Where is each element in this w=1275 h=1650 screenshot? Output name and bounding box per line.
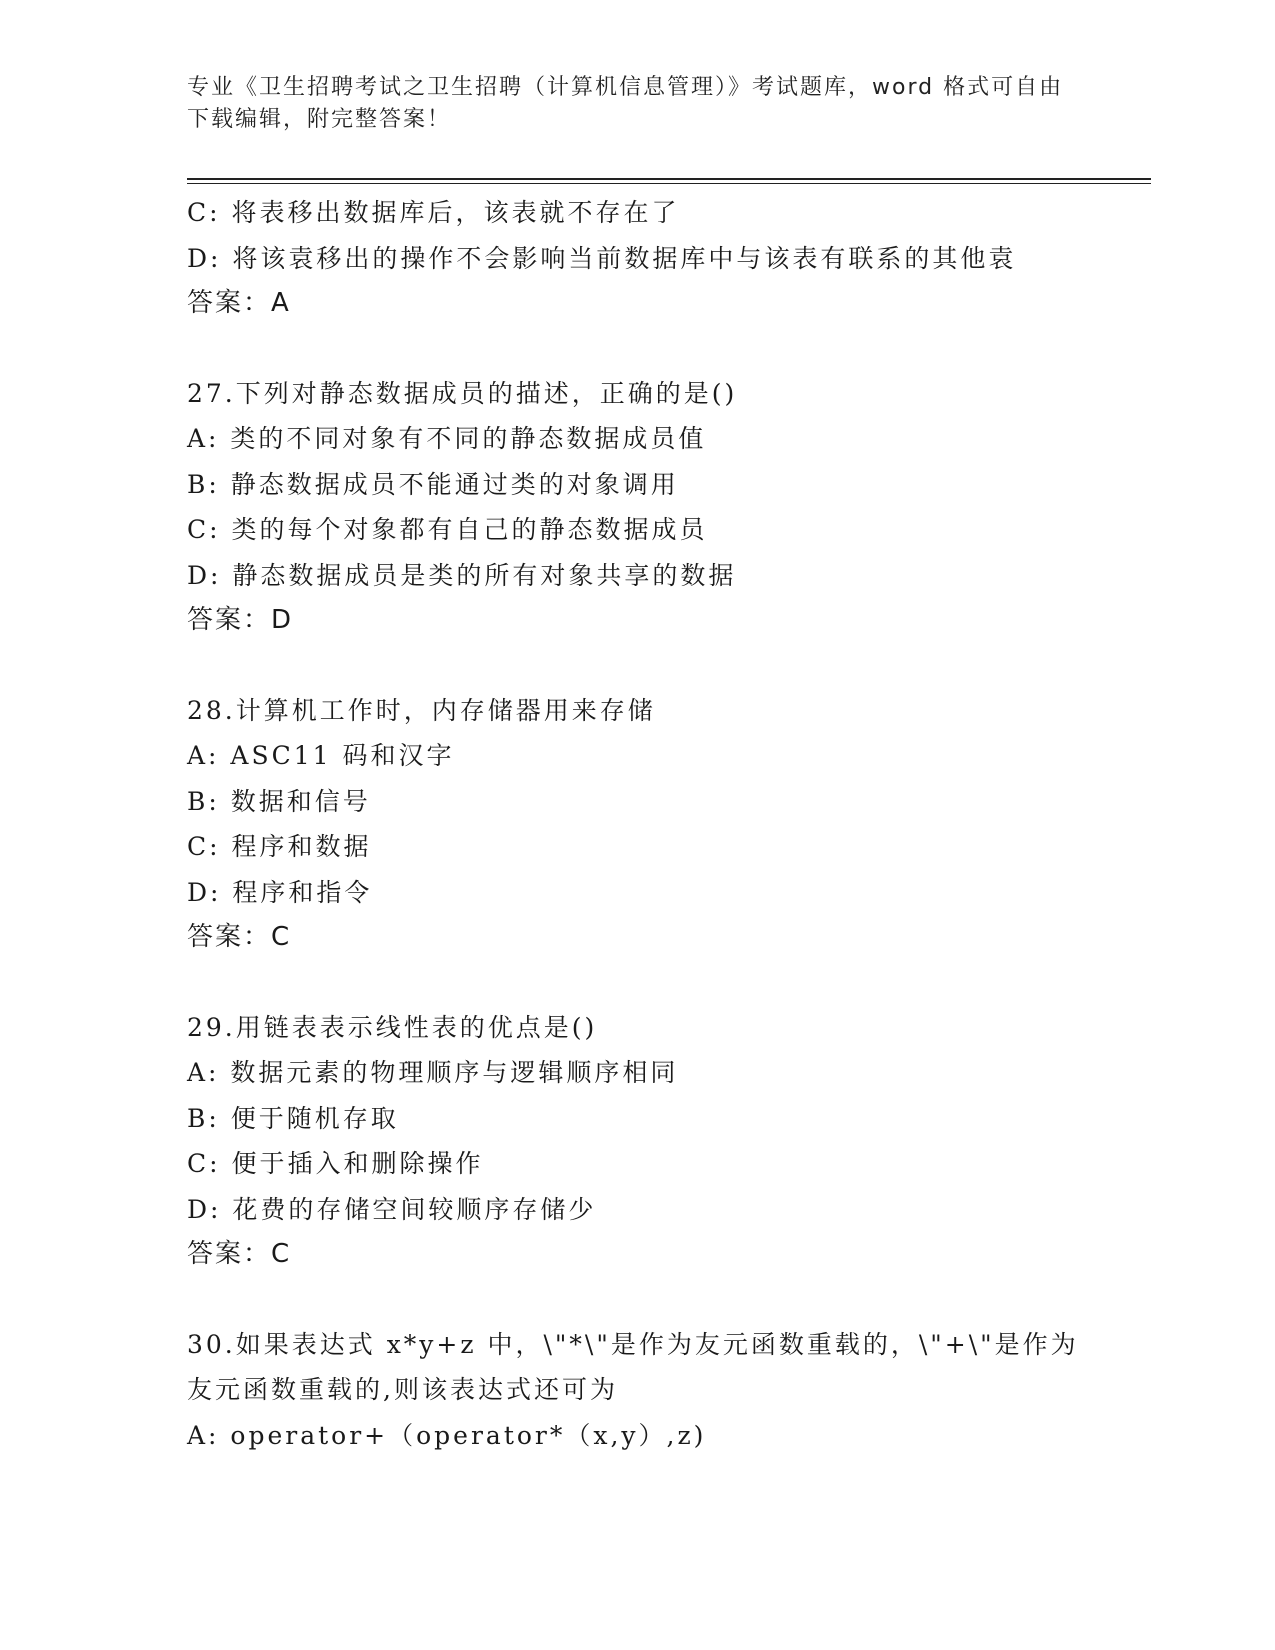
option-b: B: 静态数据成员不能通过类的对象调用 [187, 469, 679, 499]
option-d: D: 程序和指令 [187, 877, 373, 907]
header-divider-thin [187, 183, 1151, 184]
question-28 [187, 688, 1087, 961]
answer: 答案：C [187, 1239, 292, 1269]
question-stem: 29.用链表表示线性表的优点是() [187, 1012, 598, 1042]
option-b: B: 数据和信号 [187, 786, 371, 816]
answer: 答案：D [187, 605, 294, 635]
question-30 [187, 1322, 1087, 1459]
option-a: A: ASC11 码和汉字 [187, 741, 455, 770]
option-c: C: 便于插入和删除操作 [187, 1149, 484, 1178]
header-divider-thick [187, 178, 1151, 180]
option-a: A: 数据元素的物理顺序与逻辑顺序相同 [187, 1058, 679, 1087]
option-a: A: 类的不同对象有不同的静态数据成员值 [187, 424, 707, 453]
question-stem: 28.计算机工作时，内存储器用来存储 [187, 695, 656, 725]
question-29 [187, 1005, 1087, 1278]
answer: 答案：A [187, 288, 291, 318]
question-stem: 27.下列对静态数据成员的描述，正确的是() [187, 378, 738, 408]
option-d: D: 花费的存储空间较顺序存储少 [187, 1194, 597, 1224]
question-list [187, 190, 1087, 1458]
option-c: C: 将表移出数据库后，该表就不存在了 [187, 198, 680, 227]
option-d: D: 将该袁移出的操作不会影响当前数据库中与该表有联系的其他袁 [187, 243, 1017, 273]
question-27 [187, 371, 1087, 644]
option-d: D: 静态数据成员是类的所有对象共享的数据 [187, 560, 737, 590]
option-c: C: 类的每个对象都有自己的静态数据成员 [187, 515, 708, 544]
option-c: C: 程序和数据 [187, 832, 372, 861]
question-stem: 30.如果表达式 x*y+z 中，\"*\"是作为友元函数重载的，\"+\"是作为友元函数重载的,则该表达式还可为 [187, 1329, 1079, 1404]
option-a: A: operator+（operator*（x,y）,z) [187, 1420, 707, 1450]
document-header: 专业《卫生招聘考试之卫生招聘（计算机信息管理）》考试题库，word 格式可自由下载编辑，附完整答案！ [187, 75, 1064, 132]
answer: 答案：C [187, 922, 292, 952]
option-b: B: 便于随机存取 [187, 1103, 399, 1133]
